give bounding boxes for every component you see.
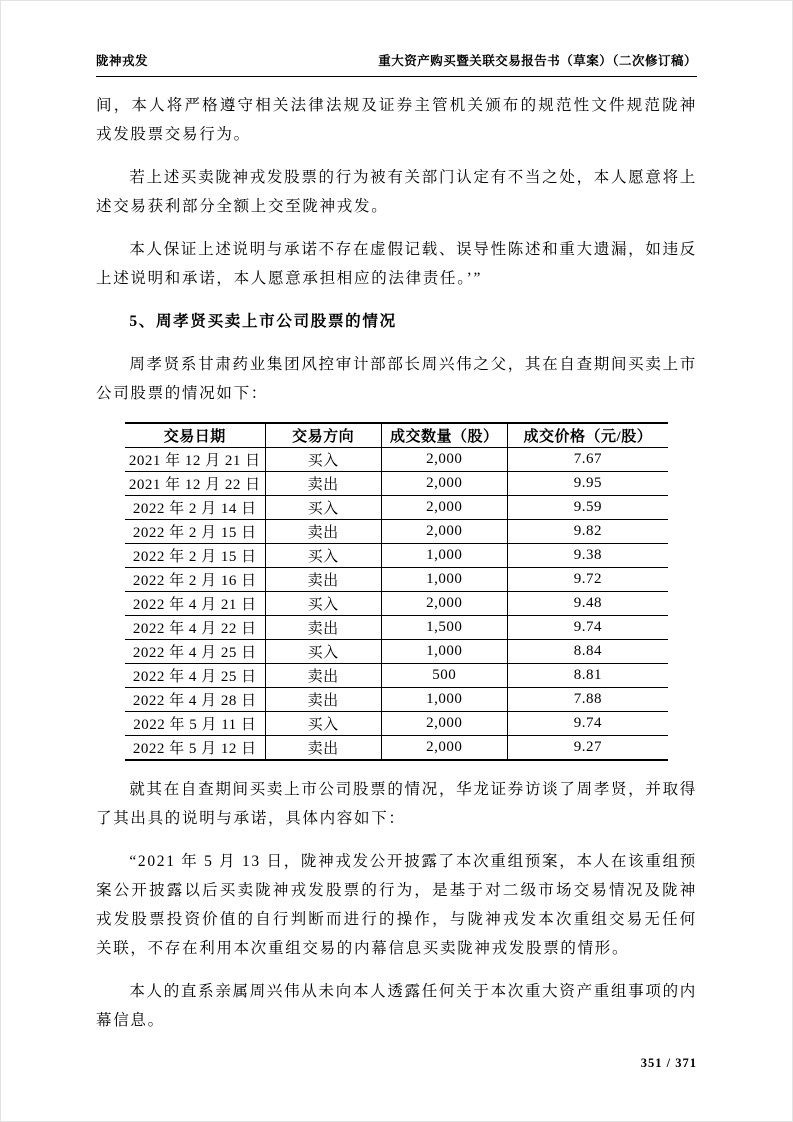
cell-price: 8.84 (507, 640, 668, 664)
cell-volume: 1,000 (381, 568, 507, 592)
cell-price: 9.74 (507, 616, 668, 640)
cell-price: 9.72 (507, 568, 668, 592)
cell-trade-direction: 卖出 (265, 616, 381, 640)
cell-trade-direction: 卖出 (265, 520, 381, 544)
cell-trade-date: 2022 年 5 月 11 日 (125, 712, 265, 736)
cell-price: 9.74 (507, 712, 668, 736)
cell-price: 9.82 (507, 520, 668, 544)
cell-volume: 1,000 (381, 688, 507, 712)
table-row (125, 640, 668, 664)
col-header-trade-direction: 交易方向 (265, 423, 381, 448)
cell-price: 9.95 (507, 472, 668, 496)
cell-price: 9.27 (507, 736, 668, 761)
table-header-row (125, 423, 668, 448)
cell-trade-direction: 卖出 (265, 568, 381, 592)
cell-trade-date: 2021 年 12 月 21 日 (128, 453, 261, 469)
cell-trade-direction: 买入 (265, 592, 381, 616)
paragraph: 若上述买卖陇神戎发股票的行为被有关部门认定有不当之处，本人愿意将上述交易获利部分全额上交至陇神戎发。 (96, 169, 697, 215)
cell-trade-direction: 卖出 (265, 664, 381, 688)
cell-volume: 1,000 (381, 640, 507, 664)
table-row (125, 520, 668, 544)
cell-trade-date: 2022 年 4 月 21 日 (125, 592, 265, 616)
cell-trade-date: 2022 年 2 月 16 日 (125, 568, 265, 592)
table-row (125, 448, 668, 472)
cell-trade-date: 2022 年 2 月 14 日 (125, 496, 265, 520)
cell-trade-direction: 买入 (265, 712, 381, 736)
paragraph: 就其在自查期间买卖上市公司股票的情况，华龙证券访谈了周孝贤，并取得了其出具的说明与承诺，具体内容如下： (96, 781, 697, 827)
table-row (125, 544, 668, 568)
cell-trade-date: 2022 年 4 月 28 日 (125, 688, 265, 712)
paragraph: 本人的直系亲属周兴伟从未向本人透露任何关于本次重大资产重组事项的内幕信息。 (96, 983, 697, 1029)
cell-trade-date: 2022 年 5 月 12 日 (125, 736, 265, 761)
cell-trade-date: 2022 年 4 月 25 日 (125, 664, 265, 688)
cell-trade-date: 2022 年 4 月 25 日 (125, 640, 265, 664)
page-body (96, 91, 697, 1078)
table-row (125, 616, 668, 640)
cell-trade-direction: 买入 (265, 448, 381, 472)
trades-table-body (125, 448, 668, 761)
col-header-price: 成交价格（元/股） (507, 423, 668, 448)
cell-volume: 2,000 (381, 472, 507, 496)
page-number: 351 / 371 (640, 1056, 697, 1070)
cell-price: 9.48 (507, 592, 668, 616)
header-company-name: 陇神戎发 (96, 54, 149, 68)
cell-price: 9.38 (507, 544, 668, 568)
header-report-title: 重大资产购买暨关联交易报告书（草案）（二次修订稿） (378, 54, 697, 68)
cell-trade-direction: 卖出 (265, 472, 381, 496)
paragraph: 周孝贤系甘肃药业集团风控审计部部长周兴伟之父，其在自查期间买卖上市公司股票的情况如下： (96, 356, 697, 402)
cell-volume: 2,000 (381, 520, 507, 544)
cell-trade-date: 2021 年 12 月 22 日 (125, 472, 265, 496)
cell-volume: 1,500 (381, 616, 507, 640)
paragraph: 本人保证上述说明与承诺不存在虚假记载、误导性陈述和重大遗漏，如违反上述说明和承诺，本人愿意承担相应的法律责任。’” (96, 241, 697, 287)
cell-volume: 500 (381, 664, 507, 688)
cell-trade-direction: 买入 (265, 544, 381, 568)
cell-price: 9.59 (507, 496, 668, 520)
cell-price: 8.81 (507, 664, 668, 688)
table-row (125, 592, 668, 616)
cell-trade-direction: 买入 (265, 640, 381, 664)
section-heading: 5、周孝贤买卖上市公司股票的情况 (129, 313, 397, 330)
table-row (125, 688, 668, 712)
cell-volume: 2,000 (381, 496, 507, 520)
col-header-volume: 成交数量（股） (381, 423, 507, 448)
cell-price: 7.67 (507, 448, 668, 472)
paragraph: “2021 年 5 月 13 日，陇神戎发公开披露了本次重组预案，本人在该重组预案公开披露以后买卖陇神戎发股票的行为，是基于对二级市场交易情况及陇神戎发股票投资价值的自行判断而进行的操作，与陇神戎发本次重组交易无任何关联，不存在利用本次重组交易的内幕信息买卖陇神戎发股票的情形。 (96, 853, 697, 957)
cell-trade-direction: 卖出 (265, 736, 381, 761)
stock-trades-table (125, 422, 668, 761)
table-row (125, 664, 668, 688)
table-row (125, 568, 668, 592)
cell-volume: 2,000 (381, 712, 507, 736)
table-row (125, 496, 668, 520)
cell-volume: 2,000 (381, 736, 507, 761)
paragraph-continued: 间，本人将严格遵守相关法律法规及证券主管机关颁布的规范性文件规范陇神戎发股票交易行为。 (96, 97, 697, 143)
cell-price: 7.88 (507, 688, 668, 712)
cell-trade-date: 2022 年 4 月 22 日 (125, 616, 265, 640)
cell-trade-date: 2022 年 2 月 15 日 (125, 544, 265, 568)
table-row (125, 472, 668, 496)
cell-volume: 2,000 (381, 448, 507, 472)
cell-volume: 2,000 (381, 592, 507, 616)
cell-trade-direction: 卖出 (265, 688, 381, 712)
cell-trade-date: 2022 年 2 月 15 日 (125, 520, 265, 544)
col-header-trade-date: 交易日期 (125, 423, 265, 448)
table-row (125, 736, 668, 761)
cell-volume: 1,000 (381, 544, 507, 568)
cell-trade-direction: 买入 (265, 496, 381, 520)
table-row (125, 712, 668, 736)
page-header (96, 51, 697, 77)
